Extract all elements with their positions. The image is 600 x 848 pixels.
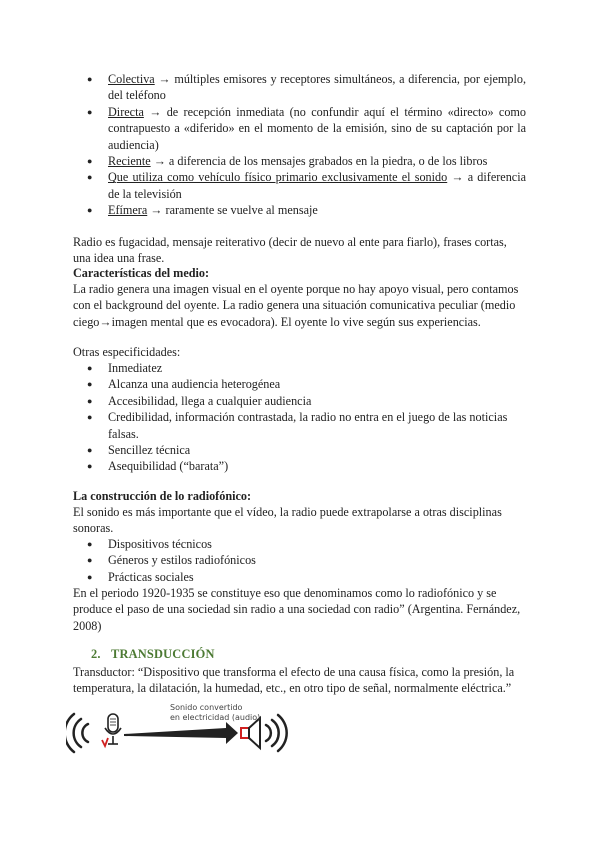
long-arrow-icon: [124, 722, 238, 744]
list-item: [87, 442, 526, 458]
bullet-icon: ●: [87, 571, 93, 582]
paragraph-imagen-visual: La radio genera una imagen visual en el oyente porque no hay apoyo visual, pero contamos con el background del oyente. La radio genera una situación comunicativa peculiar (medio ciego→imagen mental que es evocadora). El oyente lo vive según sus experiencias.: [73, 282, 519, 329]
bullet-icon: ●: [87, 172, 93, 183]
heading-construccion: La construcción de lo radiofónico:: [73, 489, 252, 503]
bullet-icon: ●: [87, 461, 93, 472]
bullet-icon: ●: [87, 539, 93, 549]
list-item: [87, 569, 526, 585]
list-item-term: Efímera: [108, 203, 148, 218]
list-item-text: → de recepción inmediata (no confundir aquí el término «directo» como contrapuesto a «diferido» en el momento de la emisión, sino de su captación por la audiencia): [108, 104, 526, 152]
diagram-caption-line2: en electricidad (audio): [170, 713, 261, 722]
list-item-text: → múltiples emisores y receptores simultáneos, a diferencia, por ejemplo, del teléfono: [108, 72, 526, 103]
bullet-icon: ●: [87, 74, 93, 84]
list-item: [87, 169, 527, 202]
paragraph-otras-especificidades: Otras especificidades:: [73, 345, 181, 359]
list-item-text: Alcanza una audiencia heterogénea: [108, 377, 281, 392]
diagram-caption-line1: Sonido convertido: [170, 703, 243, 712]
list-item-text: Credibilidad, información contrastada, la radio no entra en el juego de las noticias falsas.: [108, 410, 508, 441]
heading-caracteristicas: Características del medio:: [73, 266, 210, 280]
list-item: [87, 536, 526, 552]
list-item: [87, 104, 526, 153]
sound-waves-left-icon: [66, 714, 88, 752]
list-item: [87, 393, 526, 409]
list-item: [87, 376, 526, 392]
list-item-text: → a diferencia de los mensajes grabados en la piedra, o de los libros: [150, 154, 488, 169]
paragraph-periodo: En el periodo 1920-1935 se constituye eso que denominamos como lo radiofónico y se produce el paso de una sociedad sin radio a una sociedad con radio” (Argentina. Fernández, 2008): [73, 586, 521, 633]
medium-features-list: [87, 71, 527, 219]
list-item: [87, 360, 526, 376]
paragraph-fugacidad: Radio es fugacidad, mensaje reiterativo (decir de nuevo al ente para fiarlo), frases cortas, una idea una frase.: [73, 235, 507, 266]
paragraph-sonido: El sonido es más importante que el vídeo, la radio puede extrapolarse a otras disciplinas sonoras.: [73, 505, 502, 536]
paragraph-transductor: Transductor: “Dispositivo que transforma el efecto de una causa física, como la presión, la temperatura, la dilatación, la humedad, etc., en otro tipo de señal, normalmente eléctrica.”: [73, 665, 515, 696]
list-item-term: Reciente: [108, 154, 151, 169]
list-item: [87, 552, 526, 568]
bullet-icon: ●: [87, 205, 93, 216]
bullet-icon: ●: [87, 106, 93, 117]
list-item: [87, 71, 526, 104]
bullet-icon: ●: [87, 379, 93, 390]
list-item-term: Que utiliza como vehículo físico primario exclusivamente el sonido: [108, 170, 448, 185]
list-item: [87, 409, 526, 442]
section-heading: [91, 646, 215, 662]
list-item-text: Accesibilidad, llega a cualquier audiencia: [108, 393, 312, 408]
list-item-text: Sencillez técnica: [108, 443, 191, 458]
bullet-icon: ●: [87, 363, 93, 373]
bullet-icon: ●: [87, 395, 93, 406]
list-item: [87, 202, 526, 218]
list-item-text: Inmediatez: [108, 361, 163, 375]
diagram-caption: [170, 703, 260, 723]
list-item-term: Directa: [108, 104, 144, 119]
section-number: 2.: [91, 647, 101, 661]
list-item-text: Dispositivos técnicos: [108, 537, 212, 551]
list-item-text: Prácticas sociales: [108, 569, 194, 584]
radiophonic-list: [87, 536, 526, 585]
microphone-icon: [102, 714, 121, 746]
specifics-list: [87, 360, 526, 475]
list-item-text: Géneros y estilos radiofónicos: [108, 553, 256, 568]
list-item-text: → a diferencia de la televisión: [108, 170, 527, 201]
bullet-icon: ●: [87, 156, 93, 167]
list-item: [87, 153, 526, 169]
sound-waves-right-icon: [266, 715, 287, 751]
bullet-icon: ●: [87, 445, 93, 456]
bullet-icon: ●: [87, 555, 93, 566]
list-item-text: → raramente se vuelve al mensaje: [147, 203, 318, 218]
list-item-term: Colectiva: [108, 72, 155, 86]
list-item: [87, 458, 526, 474]
bullet-icon: ●: [87, 412, 93, 423]
list-item-text: Asequibilidad (“barata”): [108, 459, 229, 474]
section-title: TRANSDUCCIÓN: [111, 647, 215, 661]
